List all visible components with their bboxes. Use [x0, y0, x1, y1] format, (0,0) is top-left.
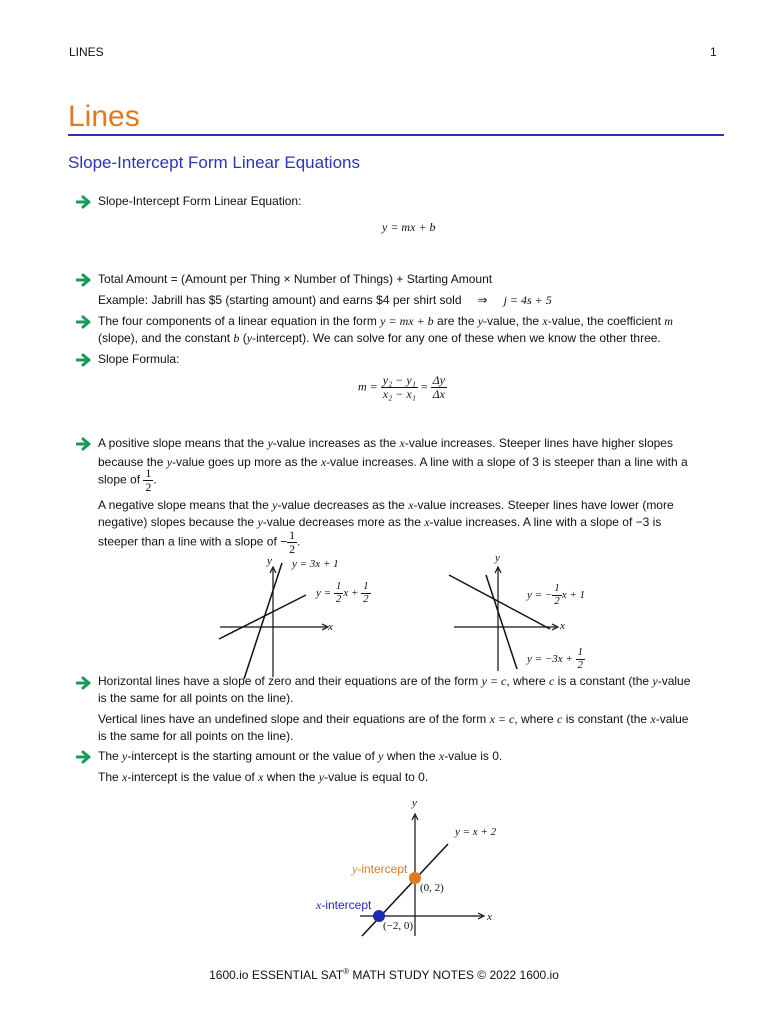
math-run: y = c: [481, 674, 507, 688]
line-label-steep-negative: [527, 647, 585, 671]
numerator: 1: [145, 466, 152, 480]
denominator: Δx: [432, 386, 446, 401]
y-axis-label: y: [412, 797, 417, 809]
bullet-text: [98, 674, 690, 689]
bullet-arrow-icon: [76, 676, 92, 690]
y-intercept-coordinates: (0, 2): [420, 882, 444, 894]
math-run: x: [650, 712, 656, 726]
math-run: x + 1: [561, 589, 586, 602]
math-run: y = mx + b: [380, 314, 434, 328]
footer-text: 1600.io ESSENTIAL SAT: [209, 968, 344, 982]
section-subtitle: Slope-Intercept Form Linear Equations: [68, 153, 360, 172]
math-run: y = −3x +: [527, 653, 576, 666]
math-run: y: [318, 770, 325, 784]
math-run: y: [352, 862, 358, 876]
example-text: Example: Jabrill has $5 (starting amount) and earns $4 per shirt sold: [98, 293, 462, 307]
text-run: Vertical lines have an undefined slope and their equations are of the form: [98, 712, 490, 726]
bullet-text: [98, 529, 300, 555]
text-run: -value increases. A line with a slope of −3 is: [429, 515, 662, 529]
line-label: y = x + 2: [455, 826, 497, 838]
math-run: x: [122, 770, 128, 784]
x-axis-label: x: [487, 911, 492, 923]
x-axis-label: x: [328, 621, 333, 633]
x-intercept-coordinates: (−2, 0): [383, 920, 414, 932]
text-run: .: [153, 472, 157, 487]
fraction: [287, 529, 297, 555]
text-run: -value decreases more as the: [262, 515, 425, 529]
text-run: -intercept). We can solve for any one of these when we know the other three.: [252, 331, 661, 345]
math-run: x = c: [489, 712, 515, 726]
bullet-text: [98, 467, 157, 493]
page-footer: [0, 967, 768, 982]
numerator: 1: [577, 646, 584, 658]
text-run: -value goes up more as the: [172, 455, 321, 469]
text-run: -value is equal to 0.: [324, 770, 429, 784]
equation-slope-intercept: y = mx + b: [382, 220, 436, 234]
math-run: m =: [358, 379, 378, 394]
text-run: -value is 0.: [444, 749, 503, 763]
text-run: -value decreases as the: [277, 498, 409, 512]
text-run: -value increases. Steeper lines have lower (more: [413, 498, 674, 512]
bullet-arrow-icon: [76, 195, 92, 209]
text-run: slope of: [98, 472, 144, 487]
math-run: x: [408, 498, 414, 512]
denominator: 2: [554, 594, 560, 607]
numerator: 1: [289, 528, 296, 542]
math-run: =: [420, 379, 428, 394]
math-run: c: [549, 674, 555, 688]
text-run: (: [239, 331, 247, 345]
page-title: Lines: [68, 100, 140, 133]
bullet-arrow-icon: [76, 437, 92, 451]
line-label-shallow-negative: [527, 583, 585, 607]
text-run: negative) slopes because the: [98, 515, 258, 529]
page-number: 1: [710, 45, 717, 59]
line-label-shallow: [316, 581, 371, 605]
text-run: -value: [655, 712, 689, 726]
math-run: x +: [343, 587, 362, 600]
bullet-text: [98, 749, 502, 764]
line-steep-negative: [486, 575, 517, 669]
text-run: -value, the: [483, 314, 543, 328]
fraction: [361, 581, 371, 605]
denominator: 2: [289, 541, 296, 556]
text-run: , where: [514, 712, 558, 726]
text-run: The four components of a linear equation in the form: [98, 314, 381, 328]
fraction: [143, 467, 153, 493]
bullet-text: [98, 293, 552, 308]
text-run: A positive slope means that the: [98, 436, 268, 450]
math-run: y = −: [527, 589, 553, 602]
bullet-text: Slope-Intercept Form Linear Equation:: [98, 194, 302, 208]
bullet-text: is the same for all points on the line).: [98, 729, 294, 743]
implies-symbol: ⇒: [477, 293, 488, 307]
numerator: 1: [363, 580, 369, 592]
text-run: A negative slope means that the: [98, 498, 273, 512]
numerator: 1: [335, 580, 342, 592]
bullet-text: [98, 314, 673, 329]
bullet-text: Total Amount = (Amount per Thing × Number of Things) + Starting Amount: [98, 272, 493, 286]
y-axis-label: y: [495, 552, 500, 564]
math-run: y: [477, 314, 484, 328]
math-run: x: [316, 898, 322, 912]
bullet-text: [98, 331, 661, 346]
x-intercept-label: [316, 898, 371, 913]
text-run: -value: [657, 674, 691, 688]
math-run: y: [246, 331, 253, 345]
equation-slope-formula: [358, 374, 447, 400]
bullet-arrow-icon: [76, 750, 92, 764]
text-run: -value, the coefficient: [547, 314, 665, 328]
text-run: -value increases. A line with a slope of 3 is steeper than a line with a: [326, 455, 688, 469]
text-run: because the: [98, 455, 167, 469]
text-run: -intercept: [357, 862, 408, 876]
bullet-text: [98, 712, 688, 727]
fraction: [431, 374, 447, 400]
text-run: Horizontal lines have a slope of zero and their equations are of the form: [98, 674, 482, 688]
text-run: .: [297, 534, 301, 549]
text-run: (slope), and the constant: [98, 331, 234, 345]
text-run: -value increases. Steeper lines have higher slopes: [404, 436, 673, 450]
footer-text: MATH STUDY NOTES © 2022 1600.io: [349, 968, 559, 982]
y-axis-label: y: [267, 555, 272, 567]
math-run: x: [320, 455, 327, 469]
title-rule: [68, 134, 724, 136]
text-run: The: [98, 749, 123, 763]
denominator: 2: [363, 592, 369, 605]
example-equation: j = 4s + 5: [503, 293, 552, 307]
text-run: when the: [383, 749, 439, 763]
numerator: 1: [554, 582, 560, 594]
math-run: y: [652, 674, 658, 688]
bullet-text: [98, 770, 428, 785]
math-run: b: [233, 331, 240, 345]
text-run: when the: [263, 770, 319, 784]
math-run: y =: [316, 587, 334, 600]
math-run: x: [424, 515, 430, 529]
math-run: y: [257, 515, 263, 529]
fraction: [334, 581, 344, 605]
text-run: -value increases as the: [272, 436, 400, 450]
math-run: y: [122, 749, 128, 763]
math-run: y: [267, 436, 273, 450]
math-run: x: [542, 314, 548, 328]
math-run: c: [557, 712, 563, 726]
running-header: LINES: [69, 45, 104, 59]
bullet-arrow-icon: [76, 315, 92, 329]
x-axis-label: x: [560, 620, 565, 632]
bullet-text: [98, 455, 688, 470]
math-run: x: [438, 749, 445, 763]
line-shallow-positive: [219, 595, 306, 639]
text-run: is constant (the: [562, 712, 651, 726]
math-run: m: [664, 314, 673, 328]
text-run: -intercept is the starting amount or the value of: [127, 749, 379, 763]
text-run: steeper than a line with a slope of −: [98, 534, 288, 549]
fraction: [381, 374, 418, 400]
text-run: -intercept: [321, 898, 372, 912]
y-intercept-label: [352, 862, 407, 877]
bullet-arrow-icon: [76, 273, 92, 287]
fraction: [576, 647, 586, 671]
bullet-text: Slope Formula:: [98, 352, 180, 366]
math-run: y: [378, 749, 384, 763]
math-run: x: [258, 770, 264, 784]
denominator: 2: [145, 479, 152, 494]
numerator: Δy: [432, 373, 446, 387]
math-run: y: [272, 498, 278, 512]
bullet-text: [98, 498, 674, 513]
line-label-steep: y = 3x + 1: [292, 558, 339, 570]
bullet-text: is the same for all points on the line).: [98, 691, 294, 705]
denominator: 2: [335, 592, 342, 605]
bullet-text: [98, 436, 673, 451]
denominator: 2: [577, 658, 584, 671]
graph-positive-slopes: [210, 555, 350, 680]
text-run: -intercept is the value of: [127, 770, 259, 784]
math-run: y: [166, 455, 173, 469]
math-run: x: [399, 436, 405, 450]
bullet-text: [98, 515, 661, 530]
text-run: are the: [433, 314, 478, 328]
text-run: is a constant (the: [554, 674, 653, 688]
denominator: x₂ − x₁: [382, 386, 416, 401]
numerator: y₂ − y₁: [382, 373, 416, 387]
bullet-arrow-icon: [76, 353, 92, 367]
registered-mark: ®: [343, 967, 350, 976]
line-steep-positive: [244, 563, 282, 679]
fraction: [552, 583, 562, 607]
text-run: The: [98, 770, 123, 784]
text-run: , where: [506, 674, 549, 688]
